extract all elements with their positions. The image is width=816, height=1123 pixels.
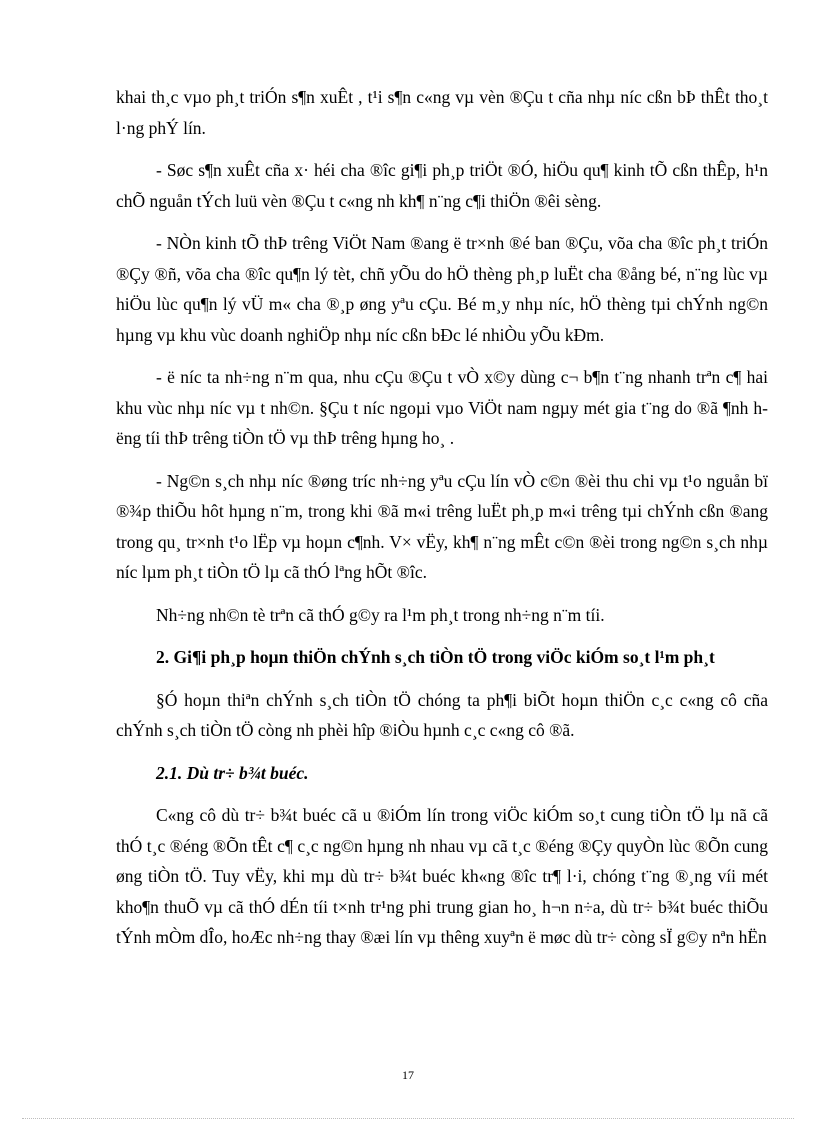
paragraph-productive-capacity: - Søc s¶n xuÊt cña x· héi cha ®îc gi¶i ph¸p triÖt ®Ó, hiÖu qu¶ kinh tÕ cßn thÊp, h¹n chÕ nguån tÝch luü vèn ®Çu t c«ng nh kh¶ n¨ng c¶i thiÖn ®êi sèng. xyxy=(116,160,768,211)
footer-divider xyxy=(22,1118,794,1119)
document-page xyxy=(116,82,768,953)
paragraph-reserve-requirement: C«ng cô dù tr÷ b¾t buéc cã u ®iÓm lín trong viÖc kiÓm so¸t cung tiÒn tÖ lµ nã cã thÓ t¸c ®éng ®Õn tÊt c¶ c¸c ng©n hµng nh nhau vµ cã t¸c ®éng ®Çy quyÒn lùc ®Õn cung øng tiÒn tÖ. Tuy vËy, khi mµ dù tr÷ b¾t buéc kh«ng ®îc tr¶ l·i, chóng t¨ng ®¸ng víi mét kho¶n thuÕ vµ cã thÓ dÉn tíi t×nh tr¹ng phi trung gian ho¸ h¬n n÷a, dù tr÷ b¾t buéc thiÕu tÝnh mÒm dÎo, hoÆc nh÷ng thay ®æi lín vµ thêng xuyªn ë møc dù tr÷ còng sÏ g©y nªn hËn xyxy=(116,805,768,947)
paragraph-summary: Nh÷ng nh©n tè trªn cã thÓ g©y ra l¹m ph¸t trong nh÷ng n¨m tíi. xyxy=(156,604,605,625)
section-heading-2: 2. Gi¶i ph¸p hoµn thiÖn chÝnh s¸ch tiÒn tÖ trong viÖc kiÓm so¸t l¹m ph¸t xyxy=(156,647,715,667)
paragraph-investment-demand: - ë níc ta nh÷ng n¨m qua, nhu cÇu ®Çu t vÒ x©y dùng c¬ b¶n t¨ng nhanh trªn c¶ hai khu vùc nhµ níc vµ t nh©n. §Çu t níc ngoµi vµo ViÖt nam ngµy mét gia t¨ng do ®ã ¶nh hëng tíi thÞ trêng tiÒn tÖ vµ thÞ trêng hµng ho¸ . xyxy=(116,367,768,448)
paragraph-state-budget: - Ng©n s¸ch nhµ níc ®øng tríc nh÷ng yªu cÇu lín vÒ c©n ®èi thu chi vµ t¹o nguån bï ®¾p thiÕu hôt hµng n¨m, trong khi ®ã m«i trêng luËt ph¸p m«i trêng tµi chÝnh cßn ®ang trong qu¸ tr×nh t¹o lËp vµ hoµn c¶nh. V× vËy, kh¶ n¨ng mÊt c©n ®èi trong ng©n s¸ch nhµ níc lµm ph¸t tiÒn tÖ lµ cã thÓ lªng hÕt ®îc. xyxy=(116,470,768,582)
paragraph-market-economy: - NÒn kinh tÕ thÞ trêng ViÖt Nam ®ang ë tr×nh ®é ban ®Çu, võa cha ®îc ph¸t triÓn ®Çy ®ñ, võa cha ®îc qu¶n lý tèt, chñ yÕu do hÖ thèng ph¸p luËt cha ®ång bé, n¨ng lùc vµ hiÖu lùc qu¶n lý vÜ m« cha ®¸p øng yªu cÇu. Bé m¸y nhµ níc, hÖ thèng tµi chÝnh ng©n hµng vµ khu vùc doanh nghiÖp nhµ níc cßn bÐc lé nhiÒu yÕu kÐm. xyxy=(116,233,768,345)
subsection-heading-2-1: 2.1. Dù tr÷ b¾t buéc. xyxy=(156,762,309,783)
paragraph-continuation: khai th¸c vµo ph¸t triÓn s¶n xuÊt , t¹i s¶n c«ng vµ vèn ®Çu t cña nhµ níc cßn bÞ thÊt tho¸t l·ng phÝ lín. xyxy=(116,87,768,138)
paragraph-monetary-policy: §Ó hoµn thiªn chÝnh s¸ch tiÒn tÖ chóng ta ph¶i biÕt hoµn thiÖn c¸c c«ng cô cña chÝnh s¸ch tiÒn tÖ còng nh phèi hîp ®iÒu hµnh c¸c c«ng cô ®ã. xyxy=(116,689,768,740)
page-number: 17 xyxy=(402,1068,414,1082)
